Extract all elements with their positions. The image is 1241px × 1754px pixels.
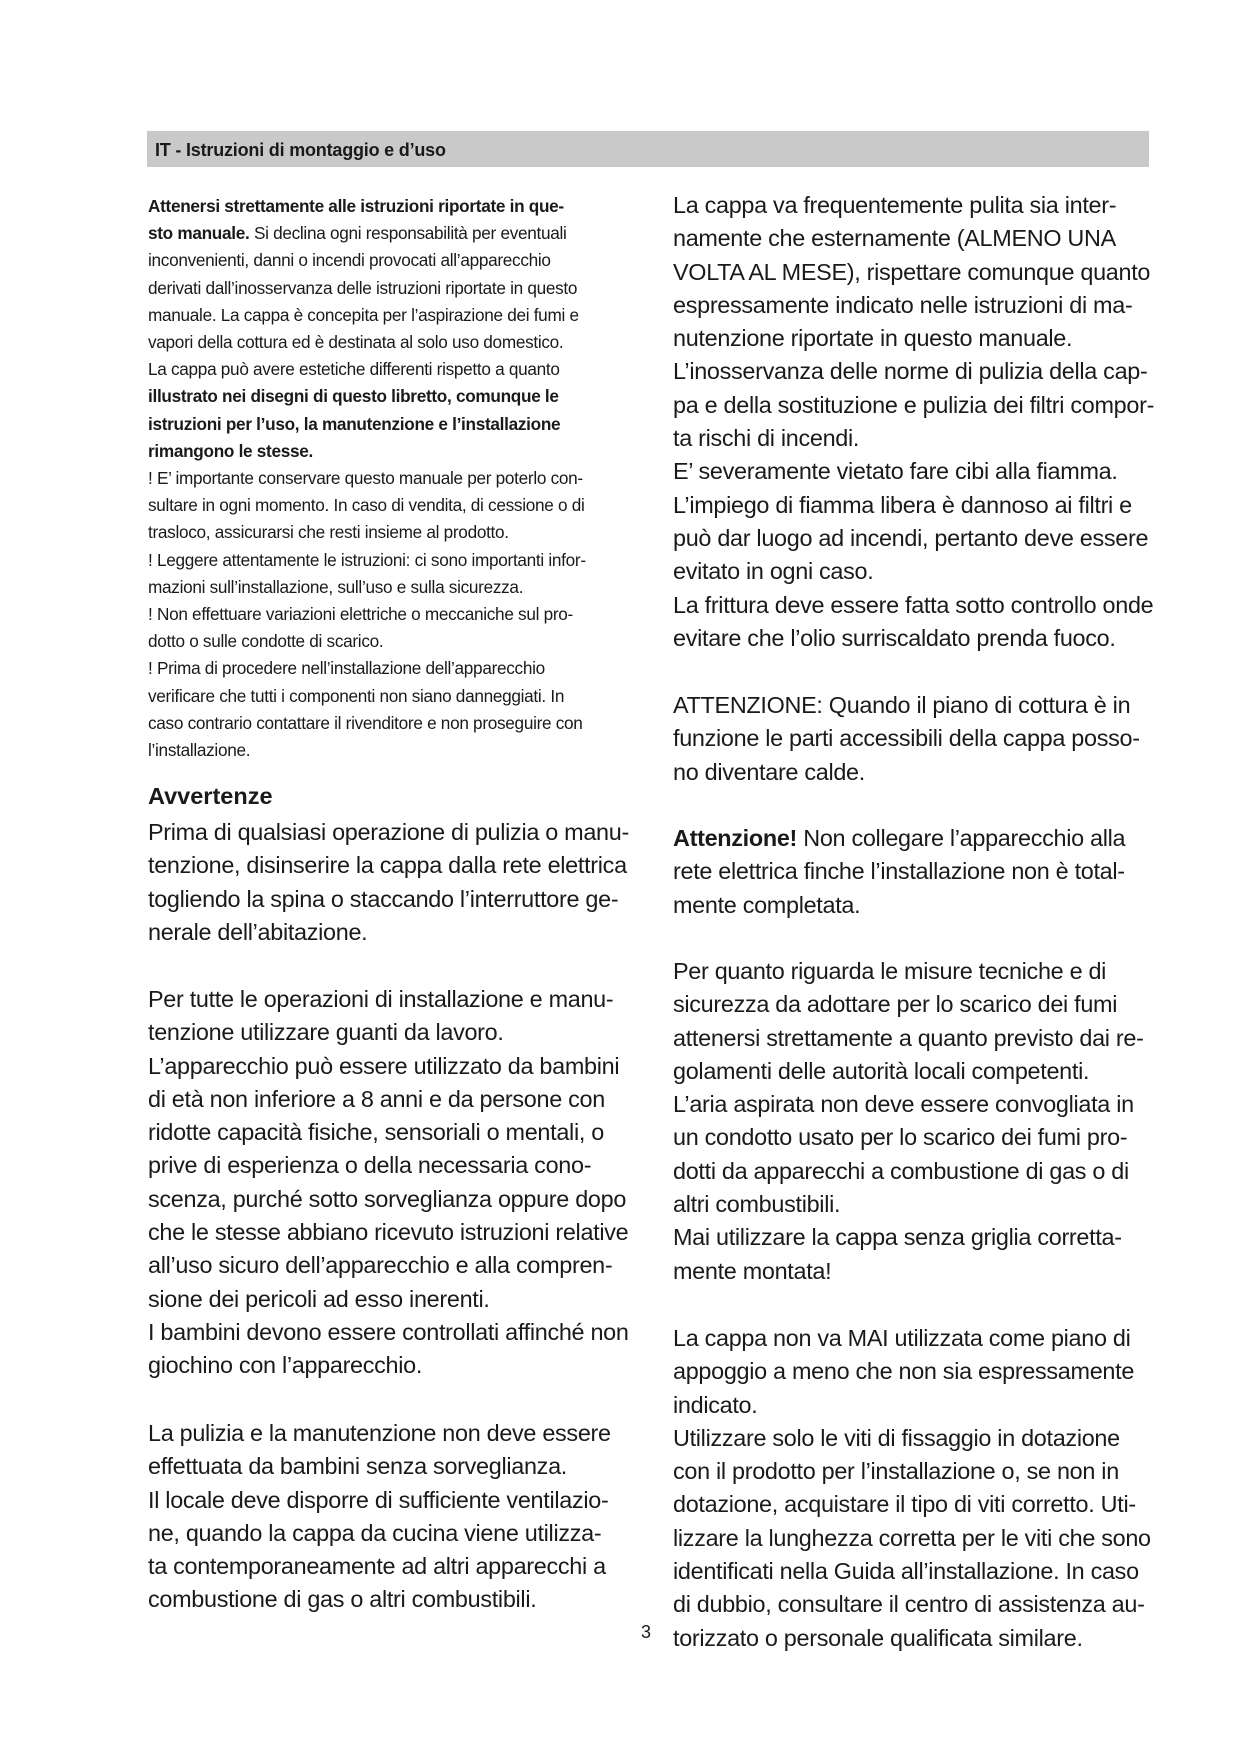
- text-line: [148, 193, 636, 220]
- text-line: dotazione, acquistare il tipo di viti corretto. Uti-: [673, 1491, 1136, 1518]
- text-line: funzione le parti accessibili della cappa posso-: [673, 725, 1140, 752]
- section-header-bar: [147, 131, 1149, 167]
- text-line: ne, quando la cappa da cucina viene utilizza-: [148, 1519, 602, 1546]
- text-line: sicurezza da adottare per lo scarico dei fumi: [673, 991, 1118, 1018]
- text-line: con il prodotto per l’installazione o, se non in: [673, 1458, 1119, 1485]
- text-line: appoggio a meno che non sia espressamente: [673, 1358, 1135, 1385]
- text-run: La cappa può avere estetiche differenti rispetto a quanto: [148, 359, 560, 380]
- text-run: sultare in ogni momento. In caso di vendita, di cessione o di: [148, 495, 585, 516]
- text-line: [148, 737, 636, 764]
- text-run: ! Prima di procedere nell’installazione dell’apparecchio: [148, 658, 545, 679]
- cleaning-paragraph: [673, 189, 1161, 655]
- bold-text-run: rimangono le stesse.: [148, 440, 313, 461]
- text-run: ! Leggere attentamente le istruzioni: ci sono importanti infor-: [148, 549, 586, 570]
- text-run: mente completata.: [673, 891, 861, 918]
- fumes-exhaust-paragraph: [673, 955, 1161, 1288]
- bold-text-run: Attenersi strettamente alle istruzioni riportate in que-: [148, 196, 564, 216]
- text-line: indicato.: [673, 1391, 758, 1418]
- text-line: tenzione utilizzare guanti da lavoro.: [148, 1019, 504, 1046]
- text-line: un condotto usato per lo scarico dei fumi pro-: [673, 1124, 1128, 1151]
- text-line: Mai utilizzare la cappa senza griglia corretta-: [673, 1224, 1122, 1251]
- text-line: di dubbio, consultare il centro di assistenza au-: [673, 1591, 1145, 1618]
- text-run: l’installazione.: [148, 740, 251, 761]
- warnings-heading: Avvertenze: [148, 783, 273, 809]
- text-line: [148, 465, 636, 492]
- text-line: espressamente indicato nelle istruzioni di ma-: [673, 291, 1133, 318]
- mounting-screws-paragraph: [673, 1322, 1161, 1655]
- bold-text-run: sto manuale.: [148, 223, 250, 244]
- bold-text-run: Attenzione!: [673, 825, 798, 851]
- text-line: tenzione, disinserire la cappa dalla rete elettrica: [148, 852, 627, 879]
- warnings-paragraph-1: [148, 816, 636, 949]
- text-line: [148, 628, 636, 655]
- text-line: La pulizia e la manutenzione non deve essere: [148, 1420, 611, 1446]
- text-line: [148, 329, 636, 356]
- text-line: La cappa va frequentemente pulita sia inter-: [673, 192, 1117, 218]
- text-line: [148, 275, 636, 302]
- text-line: scenza, purché sotto sorveglianza oppure dopo: [148, 1185, 627, 1212]
- text-line: lizzare la lunghezza corretta per le viti che sono: [673, 1524, 1151, 1551]
- text-line: torizzato o personale qualificata similare.: [673, 1624, 1083, 1651]
- text-line: nutenzione riportate in questo manuale.: [673, 325, 1073, 352]
- text-line: [673, 889, 1161, 922]
- text-line: ta contemporaneamente ad altri apparecchi a: [148, 1553, 606, 1580]
- text-run: derivati dall’inosservanza delle istruzioni riportate in questo: [148, 277, 578, 298]
- text-line: L’aria aspirata non deve essere convogliata in: [673, 1091, 1134, 1118]
- text-line: [148, 601, 636, 628]
- text-line: [673, 822, 1161, 855]
- warnings-paragraph-2: [148, 983, 636, 1383]
- text-line: L’apparecchio può essere utilizzato da bambini: [148, 1052, 620, 1079]
- text-line: [148, 438, 636, 465]
- text-run: vapori della cottura ed è destinata al solo uso domestico.: [148, 332, 564, 353]
- text-run: caso contrario contattare il rivenditore e non proseguire con: [148, 712, 583, 733]
- section-header-title: IT - Istruzioni di montaggio e d’uso: [155, 140, 446, 160]
- text-line: togliendo la spina o staccando l’interruttore ge-: [148, 885, 619, 912]
- intro-paragraph: [148, 193, 636, 764]
- text-run: Non collegare l’apparecchio alla: [797, 825, 1126, 851]
- bold-text-run: istruzioni per l’uso, la manutenzione e l’installazione: [148, 413, 561, 434]
- text-line: [148, 302, 636, 329]
- text-run: ! E’ importante conservare questo manuale per poterlo con-: [148, 468, 583, 489]
- text-line: evitato in ogni caso.: [673, 558, 874, 585]
- text-line: ATTENZIONE: Quando il piano di cottura è in: [673, 692, 1131, 718]
- text-line: Per tutte le operazioni di installazione e manu-: [148, 986, 614, 1012]
- text-run: dotto o sulle condotte di scarico.: [148, 631, 384, 652]
- bold-text-run: illustrato nei disegni di questo libretto, comunque le: [148, 386, 559, 407]
- text-line: ta rischi di incendi.: [673, 425, 860, 452]
- text-line: Il locale deve disporre di sufficiente ventilazio-: [148, 1486, 609, 1513]
- text-line: può dar luogo ad incendi, pertanto deve essere: [673, 524, 1149, 551]
- text-line: L’inosservanza delle norme di pulizia della cap-: [673, 358, 1148, 385]
- attention-connection-paragraph: [673, 822, 1161, 922]
- text-run: verificare che tutti i componenti non siano danneggiati. In: [148, 685, 565, 706]
- text-line: ridotte capacità fisiche, sensoriali o mentali, o: [148, 1119, 604, 1146]
- text-line: identificati nella Guida all’installazione. In caso: [673, 1558, 1139, 1585]
- text-line: prive di esperienza o della necessaria cono-: [148, 1152, 592, 1179]
- text-line: Utilizzare solo le viti di fissaggio in dotazione: [673, 1424, 1120, 1451]
- text-run: trasloco, assicurarsi che resti insieme al prodotto.: [148, 522, 509, 543]
- text-line: golamenti delle autorità locali competenti.: [673, 1057, 1090, 1084]
- text-line: La frittura deve essere fatta sotto controllo onde: [673, 591, 1154, 618]
- text-line: no diventare calde.: [673, 758, 865, 785]
- text-line: [148, 411, 636, 438]
- text-line: namente che esternamente (ALMENO UNA: [673, 225, 1116, 252]
- text-line: nerale dell’abitazione.: [148, 918, 368, 945]
- text-line: [148, 383, 636, 410]
- text-run: rete elettrica finche l’installazione non è total-: [673, 858, 1125, 885]
- text-line: sione dei pericoli ad esso inerenti.: [148, 1285, 490, 1312]
- text-line: L’impiego di fiamma libera è dannoso ai filtri e: [673, 491, 1132, 518]
- text-line: evitare che l’olio surriscaldato prenda fuoco.: [673, 624, 1116, 651]
- text-line: giochino con l’apparecchio.: [148, 1352, 423, 1379]
- text-line: [148, 247, 636, 274]
- text-line: [148, 655, 636, 682]
- text-line: [673, 855, 1161, 888]
- text-line: [148, 547, 636, 574]
- text-line: VOLTA AL MESE), rispettare comunque quanto: [673, 258, 1151, 285]
- text-run: Si declina ogni responsabilità per eventuali: [249, 223, 567, 244]
- text-line: mente montata!: [673, 1257, 832, 1284]
- attention-hot-parts-paragraph: [673, 689, 1161, 789]
- text-line: di età non inferiore a 8 anni e da persone con: [148, 1085, 605, 1112]
- text-line: [148, 356, 636, 383]
- text-line: attenersi strettamente a quanto previsto dai re-: [673, 1024, 1144, 1051]
- text-line: altri combustibili.: [673, 1191, 841, 1218]
- text-line: [148, 519, 636, 546]
- text-line: I bambini devono essere controllati affinché non: [148, 1318, 629, 1345]
- text-line: Prima di qualsiasi operazione di pulizia o manu-: [148, 819, 629, 845]
- text-line: che le stesse abbiano ricevuto istruzioni relative: [148, 1219, 629, 1246]
- text-run: ! Non effettuare variazioni elettriche o meccaniche sul pro-: [148, 604, 573, 625]
- text-line: [148, 574, 636, 601]
- text-line: all’uso sicuro dell’apparecchio e alla compren-: [148, 1252, 613, 1279]
- text-line: [148, 492, 636, 519]
- text-run: mazioni sull’installazione, sull’uso e sulla sicurezza.: [148, 576, 524, 597]
- text-line: La cappa non va MAI utilizzata come piano di: [673, 1325, 1131, 1351]
- text-line: [148, 710, 636, 737]
- text-line: pa e della sostituzione e pulizia dei filtri compor-: [673, 391, 1155, 418]
- page-number: 3: [641, 1622, 652, 1642]
- text-line: [148, 683, 636, 710]
- text-line: effettuata da bambini senza sorveglianza.: [148, 1453, 567, 1480]
- text-run: inconvenienti, danni o incendi provocati all’apparecchio: [148, 250, 551, 271]
- text-line: [148, 220, 636, 247]
- text-line: E’ severamente vietato fare cibi alla fiamma.: [673, 458, 1118, 485]
- text-line: combustione di gas o altri combustibili.: [148, 1586, 537, 1613]
- text-line: Per quanto riguarda le misure tecniche e di: [673, 958, 1107, 984]
- text-line: dotti da apparecchi a combustione di gas o di: [673, 1157, 1129, 1184]
- text-run: manuale. La cappa è concepita per l’aspirazione dei fumi e: [148, 304, 579, 325]
- warnings-paragraph-3: [148, 1417, 636, 1617]
